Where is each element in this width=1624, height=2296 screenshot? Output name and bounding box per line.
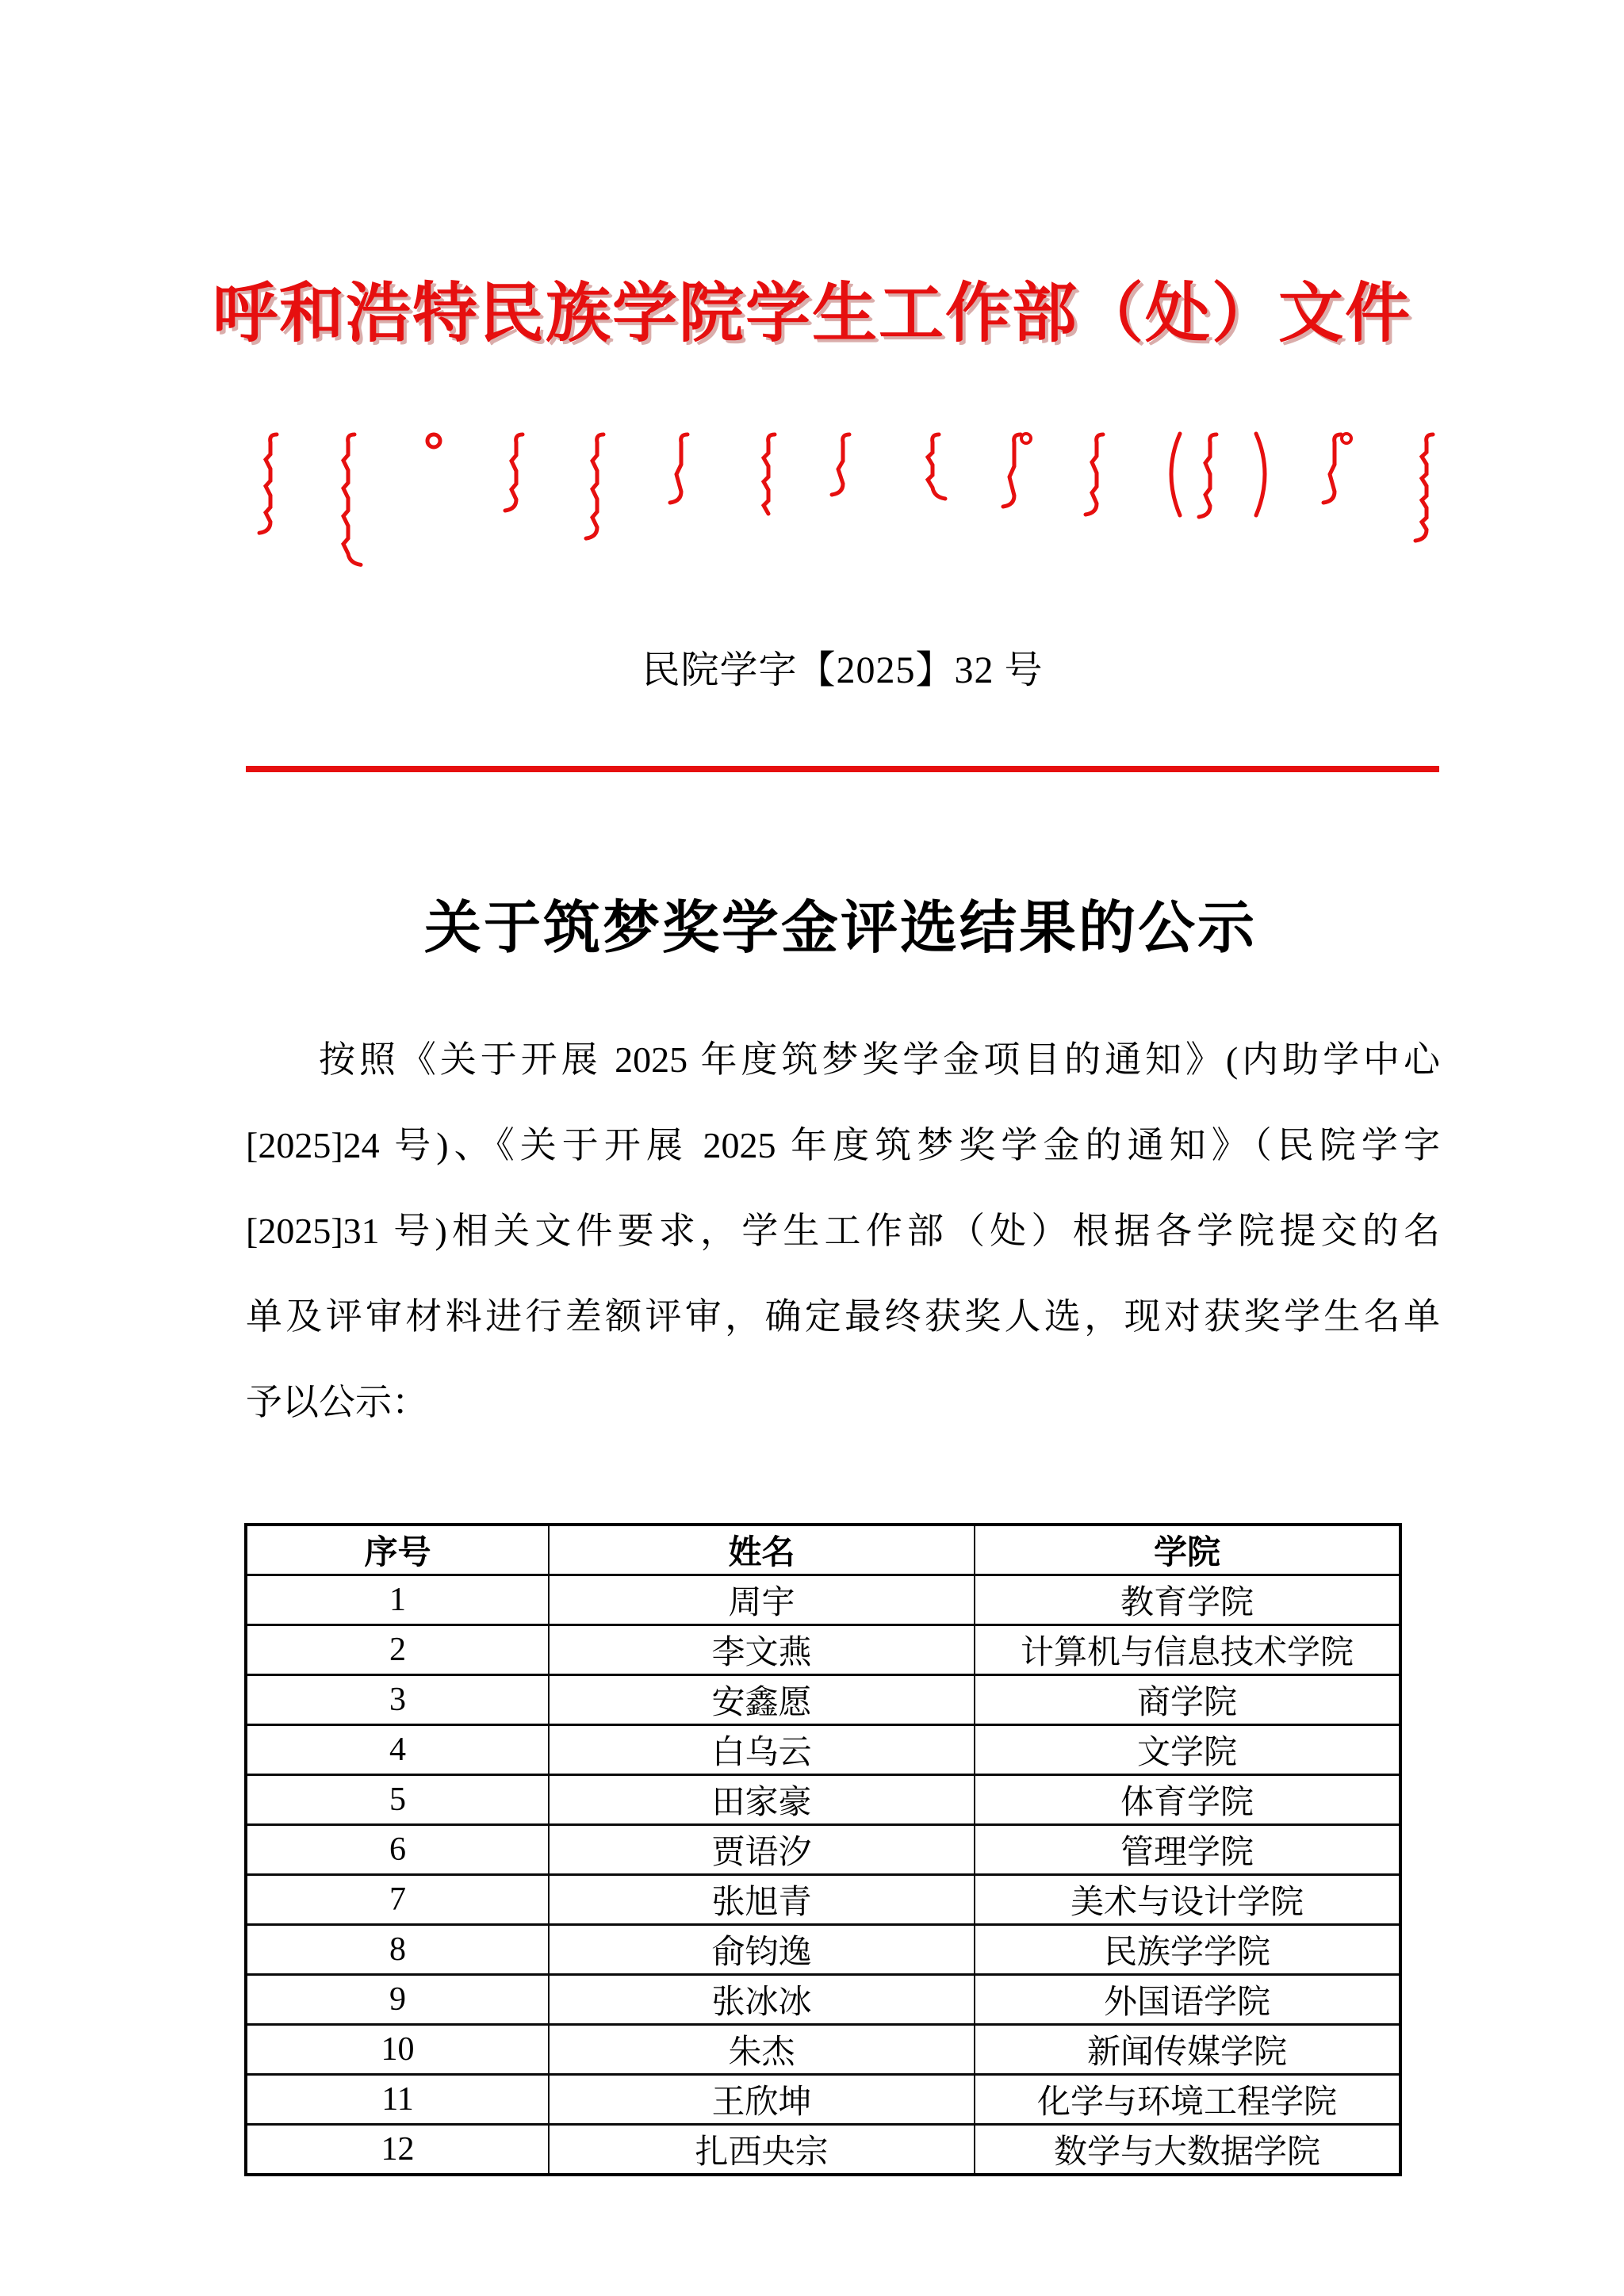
body-paragraph-line: 单及评审材料进行差额评审，确定最终获奖人选，现对获奖学生名单 [246, 1296, 1440, 1337]
cell-college: 计算机与信息技术学院 [975, 1625, 1400, 1675]
cell-index: 12 [246, 2125, 549, 2175]
table-row [246, 1725, 1400, 1775]
cell-index: 8 [246, 1925, 549, 1975]
mongolian-glyph-column [1088, 432, 1123, 539]
cell-name: 俞钧逸 [549, 1925, 975, 1975]
body-paragraph [246, 1017, 1440, 1445]
document-number: 民院学字【2025】32 号 [642, 649, 1044, 691]
body-paragraph-line: 予以公示： [246, 1382, 428, 1422]
table-row [246, 1575, 1400, 1625]
cell-college: 数学与大数据学院 [975, 2125, 1400, 2175]
mongolian-glyph-column [1418, 432, 1453, 565]
column-header-index: 序号 [246, 1525, 549, 1575]
cell-college: 文学院 [975, 1725, 1400, 1775]
table-row [246, 1975, 1400, 2025]
cell-name: 王欣坤 [549, 2075, 975, 2125]
awardees-table-body [246, 1575, 1400, 2175]
cell-index: 7 [246, 1875, 549, 1925]
notice-title: 关于筑梦奖学金评选结果的公示 [423, 897, 1257, 960]
mongolian-glyph-column [262, 432, 297, 557]
cell-college: 新闻传媒学院 [975, 2025, 1400, 2075]
column-header-college: 学院 [975, 1525, 1400, 1575]
body-paragraph-line: [2025]31 号)相关文件要求，学生工作部（处）根据各学院提交的名 [246, 1211, 1440, 1251]
cell-name: 周宇 [549, 1575, 975, 1625]
mongolian-glyph-column [1326, 432, 1361, 527]
cell-name: 张旭青 [549, 1875, 975, 1925]
cell-name: 白乌云 [549, 1725, 975, 1775]
mongolian-glyph-column [924, 432, 959, 523]
mongolian-glyph-column [1201, 432, 1236, 541]
cell-college: 体育学院 [975, 1775, 1400, 1825]
mongolian-glyph-column [1251, 432, 1286, 547]
table-row [246, 2075, 1400, 2125]
cell-index: 5 [246, 1775, 549, 1825]
cell-college: 管理学院 [975, 1825, 1400, 1875]
table-row [246, 1825, 1400, 1875]
cell-index: 2 [246, 1625, 549, 1675]
mongolian-glyph-column [339, 432, 374, 589]
cell-college: 外国语学院 [975, 1975, 1400, 2025]
table-row [246, 1675, 1400, 1725]
mongolian-glyph-column [1005, 432, 1040, 531]
cell-college: 民族学学院 [975, 1925, 1400, 1975]
table-row [246, 1925, 1400, 1975]
cell-name: 扎西央宗 [549, 2125, 975, 2175]
table-row [246, 1775, 1400, 1825]
mongolian-script-line [0, 432, 1624, 638]
cell-name: 安鑫愿 [549, 1675, 975, 1725]
cell-index: 3 [246, 1675, 549, 1725]
table-row [246, 1875, 1400, 1925]
cell-index: 6 [246, 1825, 549, 1875]
mongolian-glyph-column [834, 432, 869, 519]
table-row [246, 1625, 1400, 1675]
cell-college: 美术与设计学院 [975, 1875, 1400, 1925]
cell-index: 10 [246, 2025, 549, 2075]
table-header-row [246, 1525, 1400, 1575]
table-row [246, 2125, 1400, 2175]
cell-college: 化学与环境工程学院 [975, 2075, 1400, 2125]
mongolian-glyph-column [672, 432, 707, 527]
cell-index: 9 [246, 1975, 549, 2025]
mongolian-glyph-column [760, 432, 795, 549]
cell-name: 田家豪 [549, 1775, 975, 1825]
body-paragraph-line: [2025]24 号)、《关于开展 2025 年度筑梦奖学金的通知》（民院学字 [246, 1125, 1440, 1165]
cell-index: 1 [246, 1575, 549, 1625]
mongolian-glyph-column [508, 432, 542, 535]
cell-name: 朱杰 [549, 2025, 975, 2075]
letterhead-title: 呼和浩特民族学院学生工作部（处）文件 [212, 277, 1411, 350]
cell-college: 教育学院 [975, 1575, 1400, 1625]
column-header-name: 姓名 [549, 1525, 975, 1575]
mongolian-glyph-column [588, 432, 623, 563]
mongolian-glyph-column [424, 432, 459, 478]
cell-name: 张冰冰 [549, 1975, 975, 2025]
body-paragraph-line: 按照《关于开展 2025 年度筑梦奖学金项目的通知》(内助学中心 [319, 1039, 1440, 1080]
cell-name: 贾语汐 [549, 1825, 975, 1875]
mongolian-glyph-column [1159, 432, 1194, 547]
table-row [246, 2025, 1400, 2075]
red-divider-line [246, 766, 1439, 772]
awardees-table [244, 1523, 1402, 2176]
cell-college: 商学院 [975, 1675, 1400, 1725]
cell-index: 4 [246, 1725, 549, 1775]
cell-index: 11 [246, 2075, 549, 2125]
cell-name: 李文燕 [549, 1625, 975, 1675]
